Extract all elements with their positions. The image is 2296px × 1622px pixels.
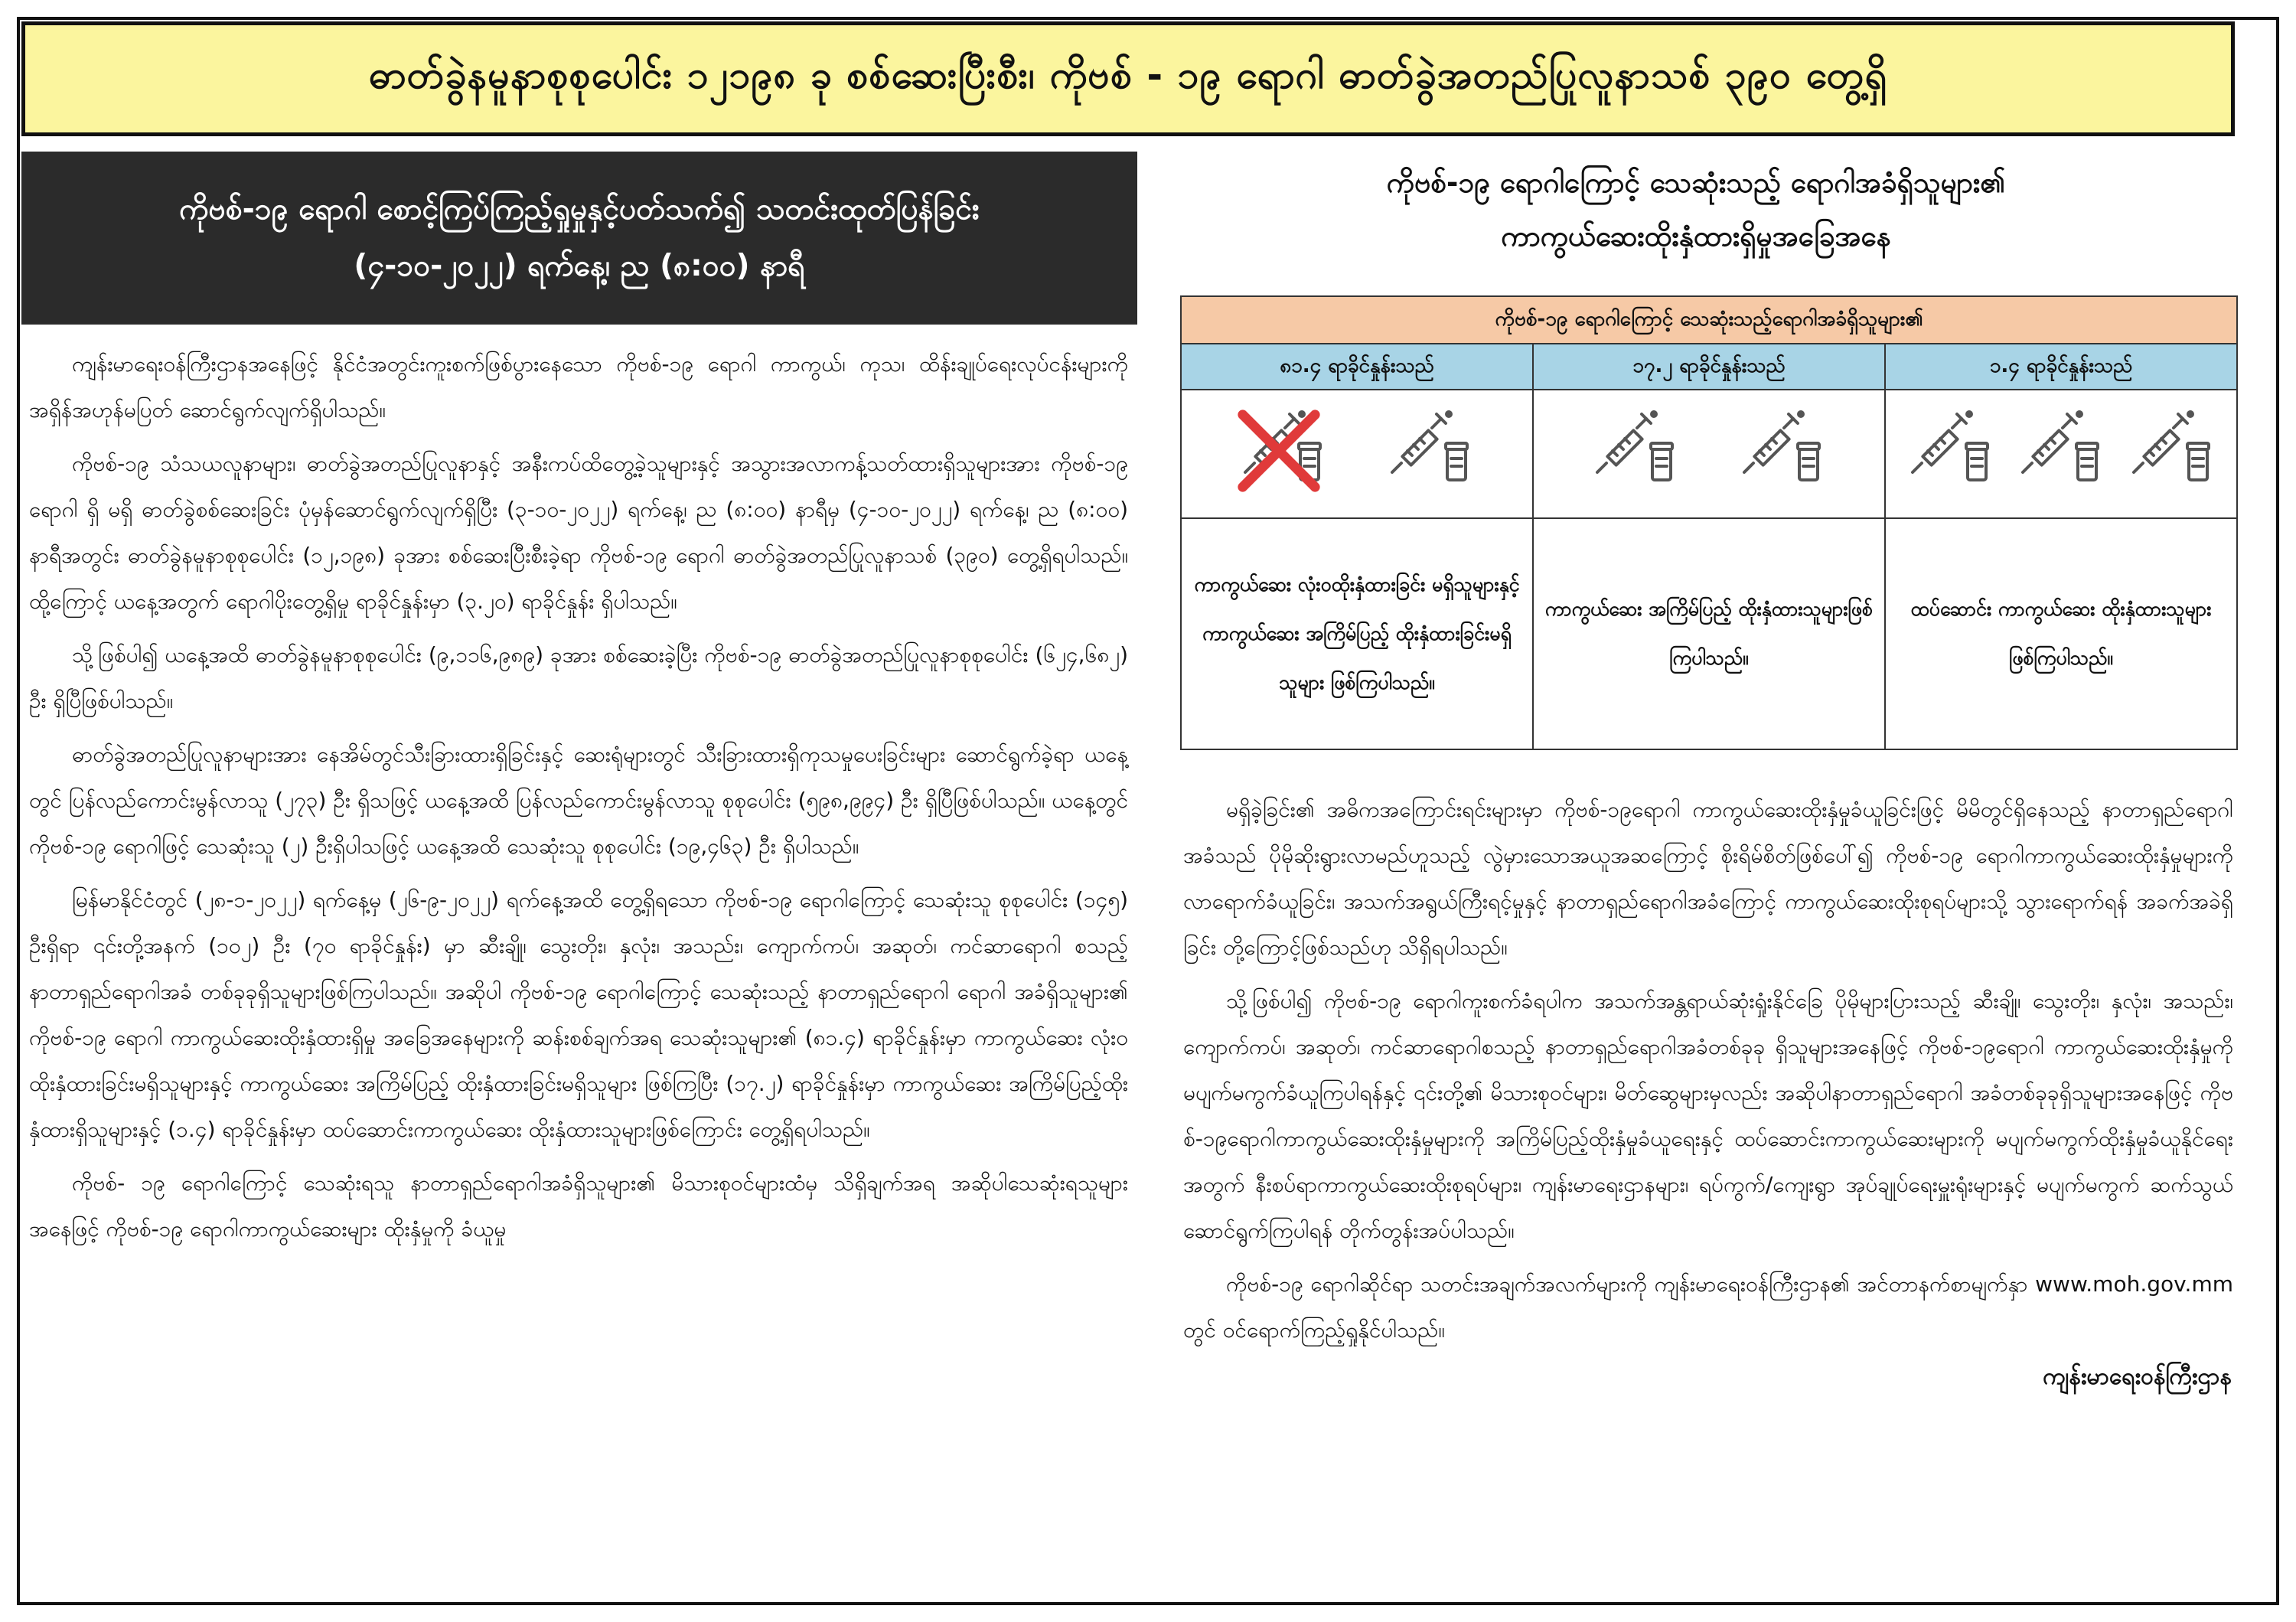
vaccine-icon [2126, 408, 2218, 500]
left-body-text [21, 341, 1137, 1252]
vaccine-icon [1737, 408, 1828, 500]
paragraph: ကိုဗစ်-၁၉ ရောဂါဆိုင်ရာ သတင်းအချက်အလက်များကို ကျန်းမာရေးဝန်ကြီးဌာန၏ အင်တာနက်စာမျက်နှာ www.moh.gov.mm တွင် ဝင်ရောက်ကြည့်ရှုနိုင်ပါသည်။ [1183, 1271, 2233, 1343]
vaccine-icon [1590, 408, 1681, 500]
vaccination-status-table [1180, 295, 2238, 750]
press-release-title: ကိုဗစ်-၁၉ ရောဂါ စောင့်ကြပ်ကြည့်ရှုမှုနှင့်ပတ်သက်၍ သတင်းထုတ်ပြန်ခြင်း [179, 192, 980, 227]
icon-cell [1182, 390, 1534, 519]
paragraph: သို့ဖြစ်ပါ၍ ယနေ့အထိ ဓာတ်ခွဲနမူနာစုစုပေါင်း (၉,၁၁၆,၉၈၉) ခုအား စစ်ဆေးခဲ့ပြီး ကိုဗစ်-၁၉ ဓာတ်ခွဲအတည်ပြုလူနာစုစုပေါင်း (၆၂၄,၆၈၂) ဦး ရှိပြီဖြစ်ပါသည်။ [29, 642, 1128, 713]
headline-text: ဓာတ်ခွဲနမူနာစုစုပေါင်း ၁၂၁၉၈ ခု စစ်ဆေးပြီးစီး၊ ကိုဗစ် - ၁၉ ရောဂါ ဓာတ်ခွဲအတည်ပြုလူနာသစ် ၃၉၀ တွေ့ရှိ [368, 52, 1888, 97]
icon-row [1182, 390, 2236, 519]
left-column [21, 152, 1137, 1260]
vaccine-icon [1384, 408, 1476, 500]
description-row [1182, 519, 2236, 749]
paragraph: ကိုဗစ်- ၁၉ ရောဂါကြောင့် သေဆုံးရသူ နာတာရှည်ရောဂါအခံရှိသူများ၏ မိသားစုဝင်များထံမှ သိရှိချက်အရ အဆိုပါသေဆုံးရသူများအနေဖြင့် ကိုဗစ်-၁၉ ရောဂါကာကွယ်ဆေးများ ထိုးနှံမှုကို ခံယူမှု [29, 1170, 1128, 1242]
issuer-signature: ကျန်းမာရေးဝန်ကြီးဌာန [2043, 1363, 2232, 1390]
right-body-text [1153, 787, 2239, 1353]
press-release-date: (၄-၁၀-၂၀၂၂) ရက်နေ့၊ ည (၈:၀၀) နာရီ [354, 249, 805, 283]
press-release-box [21, 152, 1137, 325]
infographic-title-line: ကိုဗစ်-၁၉ ရောဂါကြောင့် သေဆုံးသည့် ရောဂါအခံရှိသူများ၏ [1386, 166, 2006, 199]
percent-row [1182, 344, 2236, 390]
infographic-title-line: ကာကွယ်ဆေးထိုးနှံထားရှိမှုအခြေအနေ [1501, 220, 1891, 253]
paragraph: မြန်မာနိုင်ငံတွင် (၂၈-၁-၂၀၂၂) ရက်နေ့မှ (၂၆-၉-၂၀၂၂) ရက်နေ့အထိ တွေ့ရှိရသော ကိုဗစ်-၁၉ ရောဂါကြောင့် သေဆုံးသူ စုစုပေါင်း (၁၄၅) ဦးရှိရာ ၎င်းတို့အနက် (၁၀၂) ဦး (၇၀ ရာခိုင်နှုန်း) မှာ ဆီးချို၊ သွေးတိုး၊ နှလုံး၊ အသည်း၊ ကျောက်ကပ်၊ အဆုတ်၊ ကင်ဆာရောဂါ စသည့် နာတာရှည်ရောဂါအခံ တစ်ခုခုရှိသူများဖြစ်ကြပါသည်။ အဆိုပါ ကိုဗစ်-၁၉ ရောဂါကြောင့် သေဆုံးသည့် နာတာရှည်ရောဂါ ရောဂါ အခံရှိသူများ၏ ကိုဗစ်-၁၉ ရောဂါ ကာကွယ်ဆေးထိုးနှံထားရှိမှု အခြေအနေများကို ဆန်းစစ်ချက်အရ သေဆုံးသူများ၏ (၈၁.၄) ရာခိုင်နှုန်းမှာ ကာကွယ်ဆေး လုံးဝထိုးနှံထားခြင်းမရှိသူများနှင့် ကာကွယ်ဆေး အကြိမ်ပြည့် ထိုးနှံထားခြင်းမရှိသူများ ဖြစ်ကြပြီး (၁၇.၂) ရာခိုင်နှုန်းမှာ ကာကွယ်ဆေး အကြိမ်ပြည့်ထိုးနှံထားရှိသူများနှင့် (၁.၄) ရာခိုင်နှုန်းမှာ ထပ်ဆောင်းကာကွယ်ဆေး ထိုးနှံထားသူများဖြစ်ကြောင်း တွေ့ရှိရပါသည်။ [29, 887, 1128, 1142]
paragraph: ကျန်းမာရေးဝန်ကြီးဌာနအနေဖြင့် နိုင်ငံအတွင်းကူးစက်ဖြစ်ပွားနေသော ကိုဗစ်-၁၉ ရောဂါ ကာကွယ်၊ ကုသ၊ ထိန်းချုပ်ရေးလုပ်ငန်းများကို အရှိန်အဟုန်မပြတ် ဆောင်ရွက်လျက်ရှိပါသည်။ [29, 351, 1128, 423]
percent-label: ၁.၄ ရာခိုင်နှုန်းသည် [1886, 344, 2236, 390]
description-cell: ထပ်ဆောင်း ကာကွယ်ဆေး ထိုးနှံထားသူများ ဖြစ်ကြပါသည်။ [1910, 598, 2212, 669]
icon-cell [1534, 390, 1886, 519]
paragraph: သို့ဖြစ်ပါ၍ ကိုဗစ်-၁၉ ရောဂါကူးစက်ခံရပါက အသက်အန္တရာယ်ဆုံးရှုံးနိုင်ခြေ ပိုမိုများပြားသည့် ဆီးချို၊ သွေးတိုး၊ နှလုံး၊ အသည်း၊ ကျောက်ကပ်၊ အဆုတ်၊ ကင်ဆာရောဂါစသည့် နာတာရှည်ရောဂါအခံတစ်ခုခု ရှိသူများအနေဖြင့် ကိုဗစ်-၁၉ရောဂါ ကာကွယ်ဆေးထိုးနှံမှုကို မပျက်မကွက်ခံယူကြပါရန်နှင့် ၎င်းတို့၏ မိသားစုဝင်များ၊ မိတ်ဆွေများမှလည်း အဆိုပါနာတာရှည်ရောဂါ အခံတစ်ခုခုရှိသူများအနေဖြင့် ကိုဗစ်-၁၉ရောဂါကာကွယ်ဆေးထိုးနှံမှုများကို အကြိမ်ပြည့်ထိုးနှံမှုခံယူရေးနှင့် ထပ်ဆောင်းကာကွယ်ဆေးများကို မပျက်မကွက်ထိုးနှံမှုခံယူနိုင်ရေးအတွက် နီးစပ်ရာကာကွယ်ဆေးထိုးစုရပ်များ၊ ကျန်းမာရေးဌာနများ၊ ရပ်ကွက်/ကျေးရွာ အုပ်ချုပ်ရေးမှူးရုံးများနှင့် မပျက်မကွက် ဆက်သွယ်ဆောင်ရွက်ကြပါရန် တိုက်တွန်းအပ်ပါသည်။ [1183, 988, 2233, 1243]
paragraph: မရှိခဲ့ခြင်း၏ အဓိကအကြောင်းရင်းများမှာ ကိုဗစ်-၁၉ရောဂါ ကာကွယ်ဆေးထိုးနှံမှုခံယူခြင်းဖြင့် မိမိတွင်ရှိနေသည့် နာတာရှည်ရောဂါအခံသည် ပိုမိုဆိုးရွားလာမည်ဟူသည့် လွဲမှားသောအယူအဆကြောင့် စိုးရိမ်စိတ်ဖြစ်ပေါ်၍ ကိုဗစ်-၁၉ ရောဂါကာကွယ်ဆေးထိုးနှံမှုများကို လာရောက်ခံယူခြင်း၊ အသက်အရွယ်ကြီးရင့်မှုနှင့် နာတာရှည်ရောဂါအခံကြောင့် ကာကွယ်ဆေးထိုးစုရပ်များသို့ သွားရောက်ရန် အခက်အခဲရှိခြင်း တို့ကြောင့်ဖြစ်သည်ဟု သိရှိရပါသည်။ [1183, 797, 2233, 960]
icon-cell [1886, 390, 2236, 519]
percent-label: ၈၁.၄ ရာခိုင်နှုန်းသည် [1182, 344, 1534, 390]
infographic-title [1153, 156, 2239, 263]
description-cell: ကာကွယ်ဆေး လုံးဝထိုးနှံထားခြင်း မရှိသူများနှင့် ကာကွယ်ဆေး အကြိမ်ပြည့် ထိုးနှံထားခြင်းမရှိ သူများ ဖြစ်ကြပါသည်။ [1182, 519, 1534, 749]
cross-mark-icon [1233, 405, 1334, 506]
vaccine-icon [2015, 408, 2107, 500]
headline-banner [21, 21, 2235, 136]
percent-label: ၁၇.၂ ရာခိုင်နှုန်းသည် [1534, 344, 1886, 390]
table-header: ကိုဗစ်-၁၉ ရောဂါကြောင့် သေဆုံးသည့်ရောဂါအခံရှိသူများ၏ [1182, 297, 2236, 344]
description-cell: ကာကွယ်ဆေး အကြိမ်ပြည့် ထိုးနှံထားသူများဖြစ်ကြပါသည်။ [1534, 519, 1886, 749]
crossed-vaccine-icon [1238, 408, 1329, 500]
paragraph: ဓာတ်ခွဲအတည်ပြုလူနာများအား နေအိမ်တွင်သီးခြားထားရှိခြင်းနှင့် ဆေးရုံများတွင် သီးခြားထားရှိကုသမှုပေးခြင်းများ ဆောင်ရွက်ခဲ့ရာ ယနေ့တွင် ပြန်လည်ကောင်းမွန်လာသူ (၂၇၃) ဦး ရှိသဖြင့် ယနေ့အထိ ပြန်လည်ကောင်းမွန်လာသူ စုစုပေါင်း (၅၉၈,၉၉၄) ဦး ရှိပြီဖြစ်ပါသည်။ ယနေ့တွင် ကိုဗစ်-၁၉ ရောဂါဖြင့် သေဆုံးသူ (၂) ဦးရှိပါသဖြင့် ယနေ့အထိ သေဆုံးသူ စုစုပေါင်း (၁၉,၄၆၃) ဦး ရှိပါသည်။ [29, 742, 1128, 859]
paragraph: ကိုဗစ်-၁၉ သံသယလူနာများ၊ ဓာတ်ခွဲအတည်ပြုလူနာနှင့် အနီးကပ်ထိတွေ့ခဲ့သူများနှင့် အသွားအလာကန့်သတ်ထားရှိသူများအား ကိုဗစ်-၁၉ ရောဂါ ရှိ မရှိ ဓာတ်ခွဲစစ်ဆေးခြင်း ပုံမှန်ဆောင်ရွက်လျက်ရှိပြီး (၃-၁၀-၂၀၂၂) ရက်နေ့၊ ည (၈:၀၀) နာရီမှ (၄-၁၀-၂၀၂၂) ရက်နေ့၊ ည (၈:၀၀) နာရီအတွင်း ဓာတ်ခွဲနမူနာစုစုပေါင်း (၁၂,၁၉၈) ခုအား စစ်ဆေးပြီးစီးခဲ့ရာ ကိုဗစ်-၁၉ ရောဂါ ဓာတ်ခွဲအတည်ပြုလူနာသစ် (၃၉၀) တွေ့ရှိရပါသည်။ ထို့ကြောင့် ယနေ့အတွက် ရောဂါပိုးတွေ့ရှိမှု ရာခိုင်နှုန်းမှာ (၃.၂၀) ရာခိုင်နှုန်း ရှိပါသည်။ [29, 451, 1128, 614]
vaccine-icon [1905, 408, 1997, 500]
right-column [1153, 152, 2239, 1395]
